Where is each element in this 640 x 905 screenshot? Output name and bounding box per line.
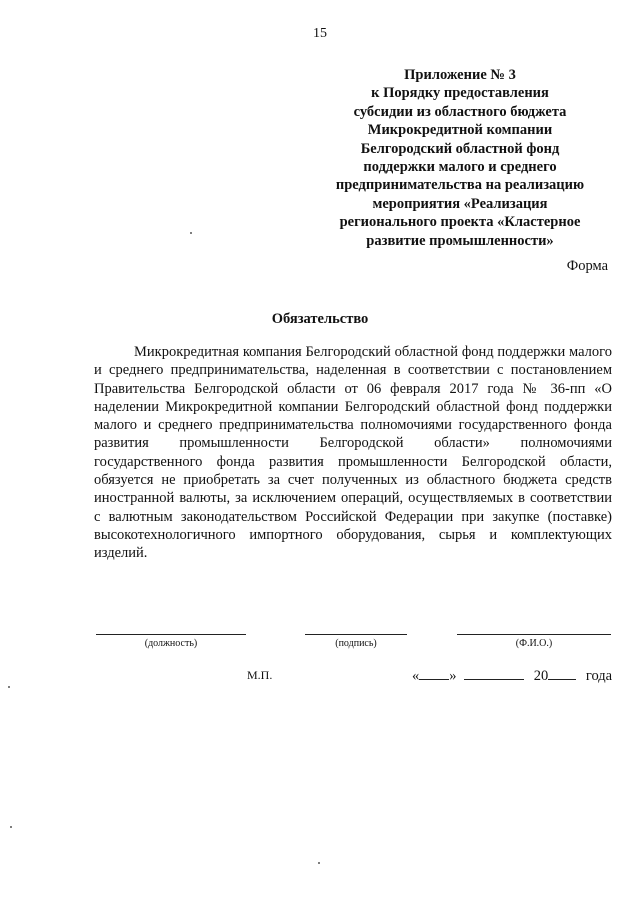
appendix-line: субсидии из областного бюджета xyxy=(353,103,567,120)
page-number: 15 xyxy=(313,26,327,41)
signature-caption: (подпись) xyxy=(335,638,377,649)
year-suffix: года xyxy=(585,668,613,684)
year-prefix: 20 xyxy=(533,668,549,684)
position-caption: (должность) xyxy=(144,638,198,649)
day-blank xyxy=(419,666,449,680)
obligation-text: Микрокредитная компания Белгородский областной фонд поддержки малого и среднего предпринимательства, наделенная в соответствии с постановлением Правительства Белгородской области от 06 февраля 2017 года № 36-пп «О наделении Микрокредитной компании Белгородский областной фонд поддержки малого и среднего предпринимательства полномочиями государственного фонда развития промышленности Белгородской области» полномочиями государственного фонда развития промышленности Белгородской области, обязуется не приобретать за счет полученных из областного бюджета средств иностранной валюты, за исключением операций, осуществляемых в соответствии с валютным законодательством Российской Федерации при закупке (поставке) высокотехнологичного импортного оборудования, сырья и комплектующих изделий. xyxy=(94,344,612,562)
appendix-line: мероприятия «Реализация xyxy=(372,195,548,212)
appendix-line: поддержки малого и среднего xyxy=(363,159,557,176)
month-blank xyxy=(464,666,524,680)
scan-speck xyxy=(190,232,192,234)
year-blank xyxy=(548,666,576,680)
date-close-quote: » xyxy=(449,668,457,684)
stamp-label: М.П. xyxy=(247,668,273,682)
appendix-line: Микрокредитной компании xyxy=(367,122,553,139)
appendix-line: Белгородский областной фонд xyxy=(360,140,560,157)
document-title: Обязательство xyxy=(271,311,369,327)
appendix-line: регионального проекта «Кластерное xyxy=(339,214,581,231)
appendix-line: к Порядку предоставления xyxy=(371,85,549,102)
name-caption: (Ф.И.О.) xyxy=(515,638,553,649)
name-signature-line xyxy=(457,634,611,635)
date-line xyxy=(412,666,612,685)
signature-line xyxy=(305,634,407,635)
scan-speck xyxy=(8,686,10,688)
scan-speck xyxy=(10,826,12,828)
appendix-line: развитие промышленности» xyxy=(366,232,554,249)
date-open-quote: « xyxy=(412,668,420,684)
form-label: Форма xyxy=(566,258,608,274)
position-signature-line xyxy=(96,634,246,635)
appendix-header xyxy=(310,66,610,250)
appendix-line: Приложение № 3 xyxy=(404,67,516,83)
appendix-line: предпринимательства на реализацию xyxy=(335,177,585,194)
scan-speck xyxy=(318,862,320,864)
